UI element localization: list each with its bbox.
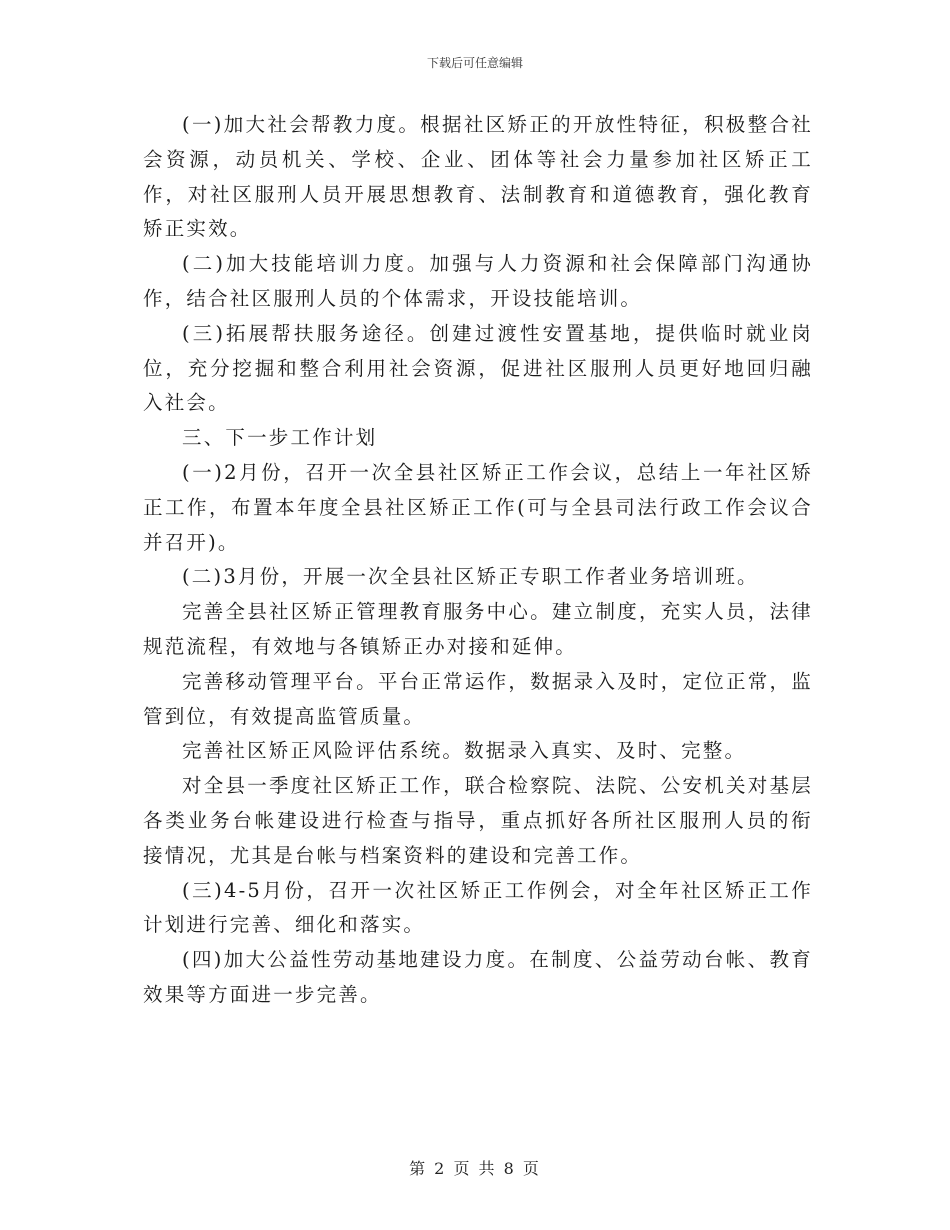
paragraph-first-quarter-inspection: 对全县一季度社区矫正工作，联合检察院、法院、公安机关对基层各类业务台帐建设进行检查与指导，重点抓好各所社区服刑人员的衔接情况，尤其是台帐与档案资料的建设和完善工作。 [143,774,813,867]
paragraph-march-training: (二)3月份，开展一次全县社区矫正专职工作者业务培训班。 [182,565,759,589]
paragraph-mobile-platform: 完善移动管理平台。平台正常运作，数据录入及时，定位正常，监管到位，有效提高监管质量。 [143,669,813,728]
section-heading-next-plan: 三、下一步工作计划 [182,426,378,450]
paragraph-april-may-meeting: (三)4-5月份，召开一次社区矫正工作例会，对全年社区矫正工作计划进行完善、细化和落实。 [143,878,813,937]
paragraph-social-assistance: (一)加大社会帮教力度。根据社区矫正的开放性特征，积极整合社会资源，动员机关、学校、企业、团体等社会力量参加社区矫正工作，对社区服刑人员开展思想教育、法制教育和道德教育，强化教育矫正实效。 [143,113,813,241]
paragraph-skills-training: (二)加大技能培训力度。加强与人力资源和社会保障部门沟通协作，结合社区服刑人员的个体需求，开设技能培训。 [143,252,813,310]
page-number: 第 2 页 共 8 页 [409,1159,541,1178]
paragraph-risk-assessment: 完善社区矫正风险评估系统。数据录入真实、及时、完整。 [182,739,747,763]
paragraph-february-meeting: (一)2月份，召开一次全县社区矫正工作会议，总结上一年社区矫正工作，布置本年度全县社区矫正工作(可与全县司法行政工作会议合并召开)。 [143,460,813,554]
paragraph-support-services: (三)拓展帮扶服务途径。创建过渡性安置基地，提供临时就业岗位，充分挖掘和整合利用社会资源，促进社区服刑人员更好地回归融入社会。 [143,321,813,415]
paragraph-service-center: 完善全县社区矫正管理教育服务中心。建立制度，充实人员，法律规范流程，有效地与各镇矫正办对接和延伸。 [143,600,813,658]
paragraph-labor-base: (四)加大公益性劳动基地建设力度。在制度、公益劳动台帐、教育效果等方面进一步完善。 [143,948,813,1006]
document-body [143,108,813,1013]
page-header-note: 下载后可任意编辑 [426,56,523,70]
